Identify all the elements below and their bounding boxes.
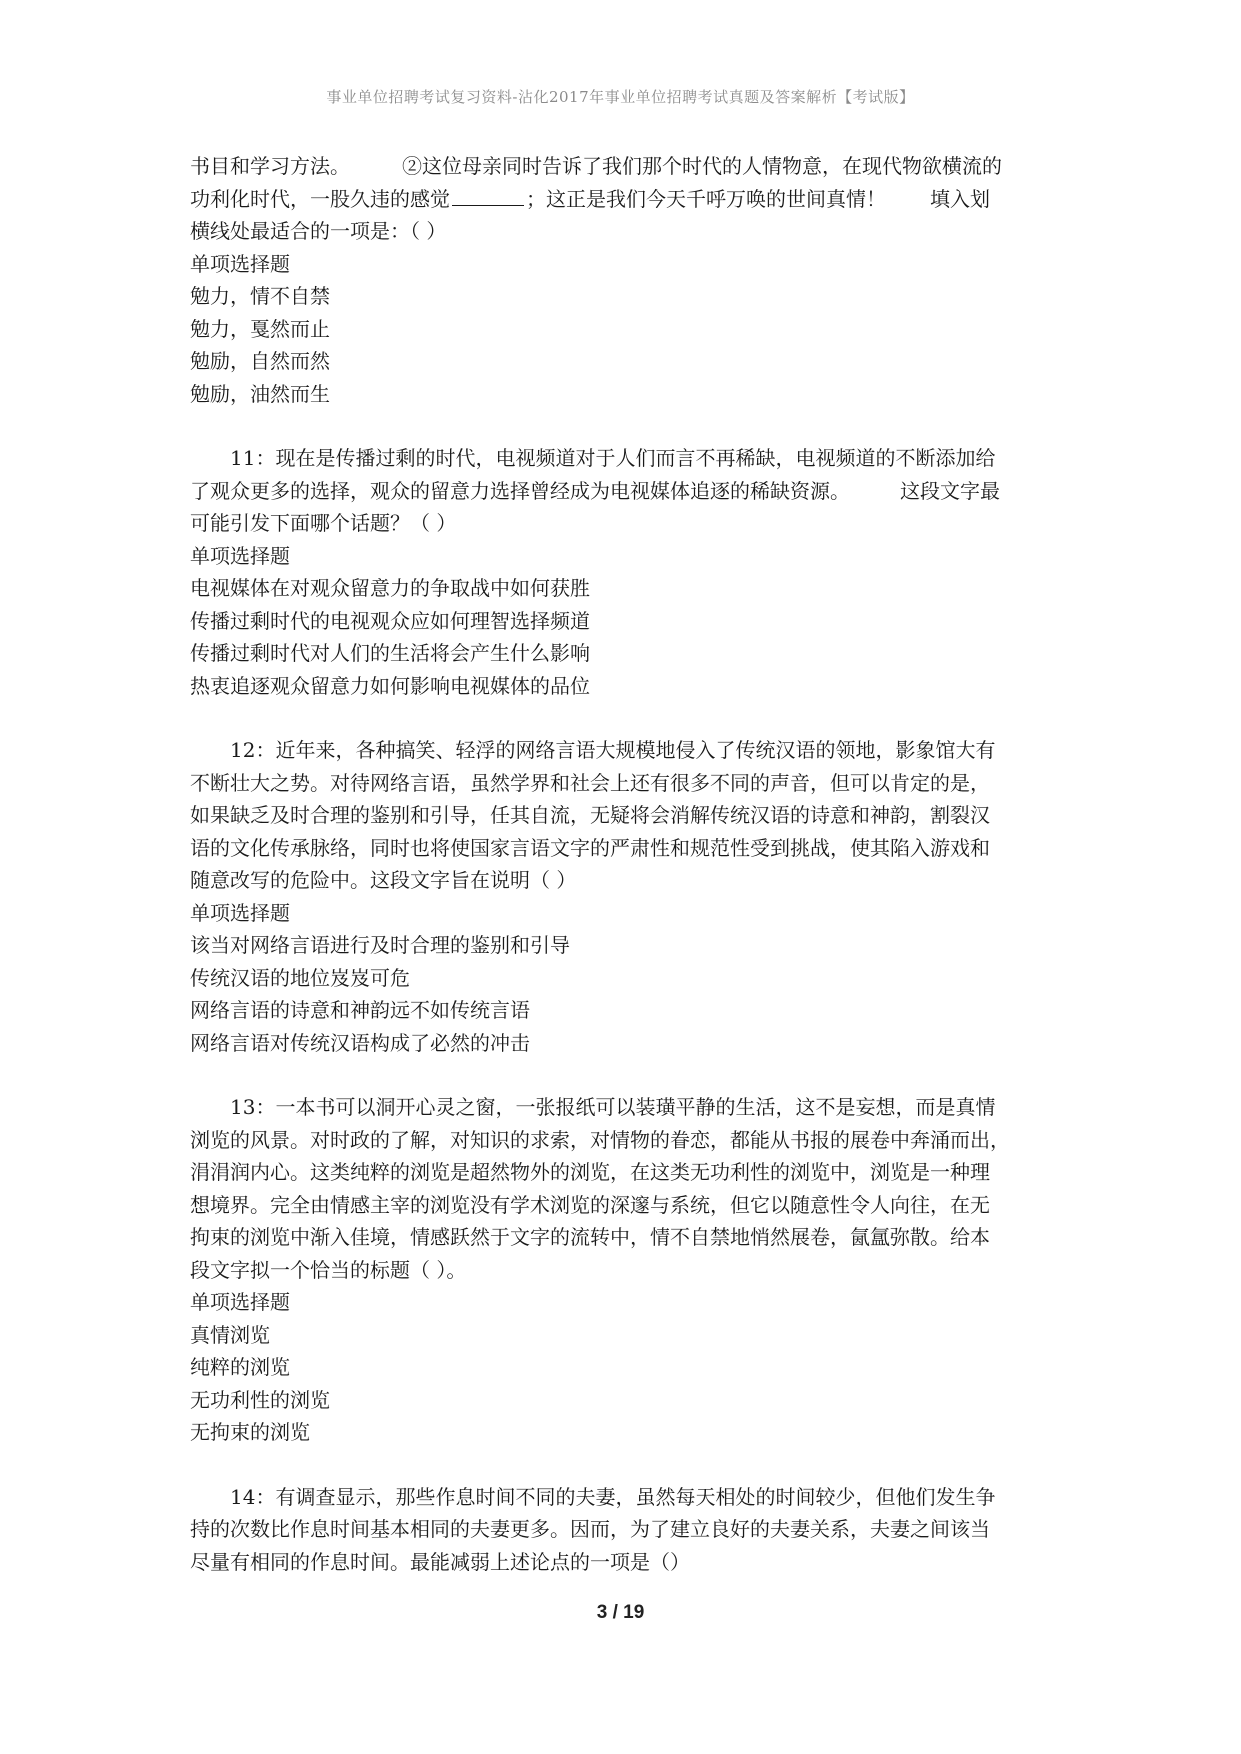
question-text-line: 如果缺乏及时合理的鉴别和引导，任其自流，无疑将会消解传统汉语的诗意和神韵，割裂汉 bbox=[190, 803, 990, 827]
question-text-line: 随意改写的危险中。这段文字旨在说明（ ） bbox=[190, 868, 577, 892]
question-text-line: 持的次数比作息时间基本相同的夫妻更多。因而，为了建立良好的夫妻关系，夫妻之间该当 bbox=[190, 1517, 990, 1541]
question-type: 单项选择题 bbox=[190, 543, 290, 568]
question-text-line: 想境界。完全由情感主宰的浏览没有学术浏览的深邃与系统，但它以随意性令人向往，在无 bbox=[190, 1192, 990, 1217]
question-type: 单项选择题 bbox=[190, 1290, 290, 1314]
option-a: 电视媒体在对观众留意力的争取战中如何获胜 bbox=[190, 576, 590, 600]
question-text-line: 12：近年来，各种搞笑、轻浮的网络言语大规模地侵入了传统汉语的领地，影象馆大有 bbox=[230, 738, 996, 762]
option-b: 传统汉语的地位岌岌可危 bbox=[190, 965, 410, 990]
fill-blank bbox=[452, 185, 524, 206]
question-text-line: 书目和学习方法。 ②这位母亲同时告诉了我们那个时代的人情物意，在现代物欲横流的 bbox=[190, 154, 1002, 178]
question-text-line: 功利化时代，一股久违的感觉 ；这正是我们今天千呼万唤的世间真情！ 填入划 bbox=[190, 186, 990, 211]
option-d: 勉励，油然而生 bbox=[190, 381, 330, 406]
question-text-line: 横线处最适合的一项是：（ ） bbox=[190, 219, 447, 243]
question-text-line: 11：现在是传播过剩的时代，电视频道对于人们而言不再稀缺，电视频道的不断添加给 bbox=[230, 446, 996, 470]
option-d: 网络言语对传统汉语构成了必然的冲击 bbox=[190, 1030, 530, 1055]
question-text-line: 尽量有相同的作息时间。最能减弱上述论点的一项是（） bbox=[190, 1549, 690, 1574]
option-d: 热衷追逐观众留意力如何影响电视媒体的品位 bbox=[190, 673, 590, 698]
question-text-line: 涓涓润内心。这类纯粹的浏览是超然物外的浏览，在这类无功利性的浏览中，浏览是一种理 bbox=[190, 1160, 990, 1184]
option-d: 无拘束的浏览 bbox=[190, 1420, 310, 1444]
question-type: 单项选择题 bbox=[190, 900, 290, 925]
option-b: 传播过剩时代的电视观众应如何理智选择频道 bbox=[190, 608, 590, 633]
question-12 bbox=[190, 734, 1056, 1059]
option-b: 纯粹的浏览 bbox=[190, 1355, 290, 1379]
question-text-line: 不断壮大之势。对待网络言语，虽然学界和社会上还有很多不同的声音，但可以肯定的是， bbox=[190, 770, 990, 795]
question-14 bbox=[190, 1481, 1056, 1579]
question-13 bbox=[190, 1091, 1056, 1449]
option-a: 真情浏览 bbox=[190, 1322, 270, 1347]
question-text-line: 浏览的风景。对时政的了解，对知识的求索，对情物的眷恋，都能从书报的展卷中奔涌而出， bbox=[190, 1127, 1010, 1152]
question-text-line: 段文字拟一个恰当的标题（ ）。 bbox=[190, 1257, 467, 1282]
question-text-line: 了观众更多的选择，观众的留意力选择曾经成为电视媒体追逐的稀缺资源。 这段文字最 bbox=[190, 478, 1000, 503]
question-text-line: 14：有调查显示，那些作息时间不同的夫妻，虽然每天相处的时间较少，但他们发生争 bbox=[230, 1484, 996, 1509]
page-header: 事业单位招聘考试复习资料-沾化2017年事业单位招聘考试真题及答案解析【考试版】 bbox=[326, 88, 915, 106]
option-c: 网络言语的诗意和神韵远不如传统言语 bbox=[190, 998, 530, 1022]
question-11 bbox=[190, 442, 1056, 702]
option-c: 传播过剩时代对人们的生活将会产生什么影响 bbox=[190, 641, 590, 665]
question-type: 单项选择题 bbox=[190, 251, 290, 276]
option-b: 勉力，戛然而止 bbox=[190, 316, 330, 341]
question-text-line: 13：一本书可以洞开心灵之窗，一张报纸可以装璜平静的生活，这不是妄想，而是真情 bbox=[230, 1095, 996, 1119]
question-text-line: 语的文化传承脉络，同时也将使国家言语文字的严肃性和规范性受到挑战，使其陷入游戏和 bbox=[190, 835, 990, 860]
question-text-line: 可能引发下面哪个话题？（ ） bbox=[190, 511, 457, 535]
option-a: 勉力，情不自禁 bbox=[190, 284, 330, 308]
question-10 bbox=[190, 150, 1056, 410]
question-text-line: 拘束的浏览中渐入佳境，情感跃然于文字的流转中，情不自禁地悄然展卷，氤氲弥散。给本 bbox=[190, 1225, 990, 1249]
option-c: 勉励，自然而然 bbox=[190, 349, 330, 373]
option-a: 该当对网络言语进行及时合理的鉴别和引导 bbox=[190, 933, 570, 957]
option-c: 无功利性的浏览 bbox=[190, 1387, 330, 1412]
page-number: 3 / 19 bbox=[596, 1602, 645, 1623]
document-body bbox=[190, 150, 1056, 1578]
